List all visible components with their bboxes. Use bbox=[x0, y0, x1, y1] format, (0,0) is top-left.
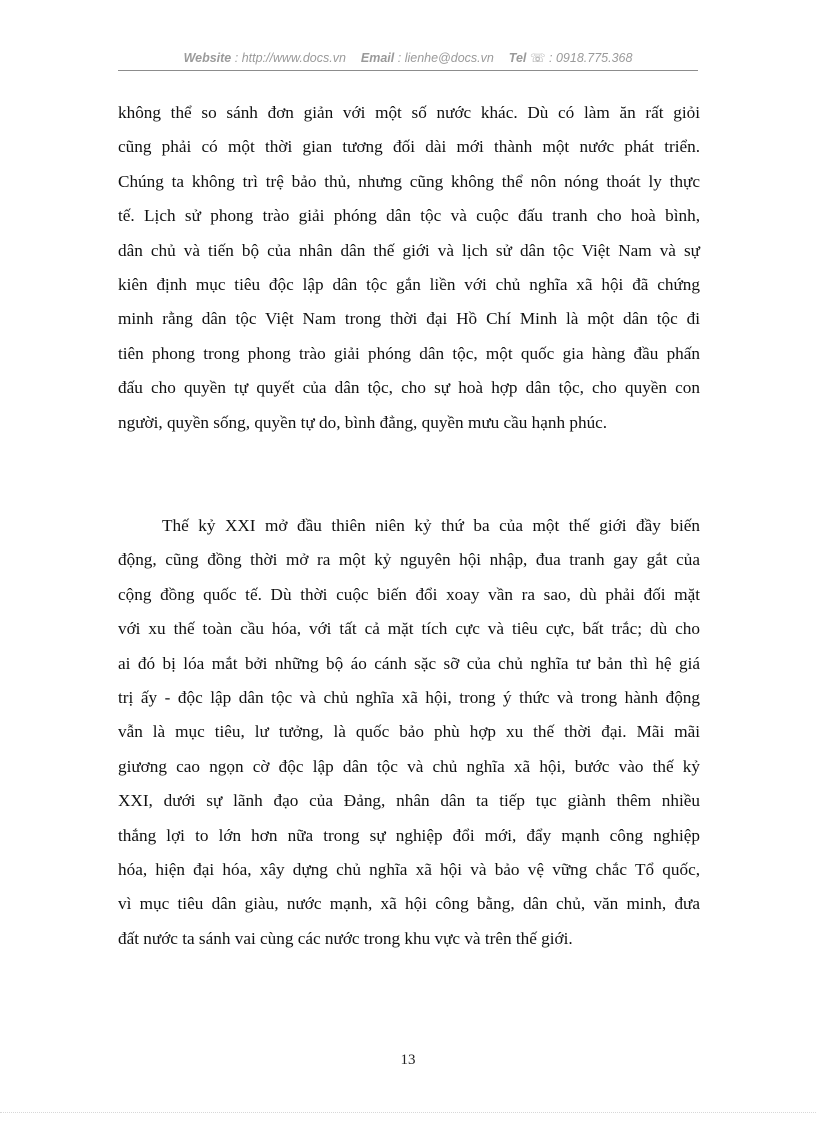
text-line: thắng lợi to lớn hơn nữa trong sự nghiệp đổi mới, đẩy mạnh công nghiệp bbox=[118, 825, 700, 845]
text-line: Chúng ta không trì trệ bảo thủ, nhưng cũng không thể nôn nóng thoát ly thực bbox=[118, 171, 700, 191]
text-line: tế. Lịch sử phong trào giải phóng dân tộc và cuộc đấu tranh cho hoà bình, bbox=[118, 206, 700, 226]
footer-divider bbox=[0, 1112, 816, 1113]
text-line: với xu thế toàn cầu hóa, với tất cả mặt tích cực và tiêu cực, bất trắc; dù cho bbox=[118, 619, 700, 639]
email-label: Email bbox=[360, 51, 395, 65]
website-separator: : bbox=[234, 51, 242, 65]
text-line: Thế kỷ XXI mở đầu thiên niên kỷ thứ ba của một thế giới đầy biến bbox=[162, 516, 700, 535]
header-divider bbox=[118, 70, 698, 71]
text-line: kiên định mục tiêu độc lập dân tộc gắn liền với chủ nghĩa xã hội đã chứng bbox=[118, 275, 700, 295]
website-label: Website bbox=[183, 51, 232, 65]
website-value[interactable]: http://www.docs.vn bbox=[241, 51, 346, 65]
text-line: XXI, dưới sự lãnh đạo của Đảng, nhân dân ta tiếp tục giành thêm nhiều bbox=[118, 791, 700, 811]
text-line: hóa, hiện đại hóa, xây dựng chủ nghĩa xã hội và bảo vệ vững chắc Tổ quốc, bbox=[118, 860, 700, 880]
text-line: cộng đồng quốc tế. Dù thời cuộc biến đổi xoay vần ra sao, dù phải đối mặt bbox=[118, 584, 700, 604]
tel-separator: : bbox=[549, 51, 556, 65]
page-header bbox=[118, 50, 698, 65]
phone-icon: ☏ bbox=[529, 51, 546, 65]
paragraph-2 bbox=[118, 509, 700, 956]
text-line: minh rằng dân tộc Việt Nam trong thời đại Hồ Chí Minh là một dân tộc đi bbox=[118, 309, 700, 329]
text-line: tiên phong trong phong trào giải phóng dân tộc, một quốc gia hàng đầu phấn bbox=[118, 343, 700, 363]
text-line: không thể so sánh đơn giản với một số nước khác. Dù có làm ăn rất giỏi bbox=[118, 103, 700, 122]
paragraph-1 bbox=[118, 96, 700, 440]
email-value[interactable]: lienhe@docs.vn bbox=[404, 51, 494, 65]
text-line: vẫn là mục tiêu, lư tưởng, là quốc bảo phù hợp xu thế thời đại. Mãi mãi bbox=[118, 722, 700, 742]
email-separator: : bbox=[397, 51, 405, 65]
text-line: động, cũng đồng thời mở ra một kỷ nguyên hội nhập, đua tranh gay gắt của bbox=[118, 550, 700, 570]
text-line: giương cao ngọn cờ độc lập dân tộc và chủ nghĩa xã hội, bước vào thế kỷ bbox=[118, 756, 700, 776]
page-number: 13 bbox=[400, 1052, 416, 1068]
text-line: ai đó bị lóa mắt bởi những bộ áo cánh sặc sỡ của chủ nghĩa tư bản thì hệ giá bbox=[118, 653, 700, 673]
text-line: cũng phải có một thời gian tương đối dài mới thành một nước phát triển. bbox=[118, 137, 700, 157]
text-line: người, quyền sống, quyền tự do, bình đẳng, quyền mưu cầu hạnh phúc. bbox=[118, 412, 608, 432]
tel-label: Tel bbox=[508, 51, 527, 65]
text-line: trị ấy - độc lập dân tộc và chủ nghĩa xã hội, trong ý thức và trong hành động bbox=[118, 688, 700, 708]
text-line: vì mục tiêu dân giàu, nước mạnh, xã hội công bằng, dân chủ, văn minh, đưa bbox=[118, 894, 700, 914]
text-line: dân chủ và tiến bộ của nhân dân thế giới và lịch sử dân tộc Việt Nam và sự bbox=[118, 240, 700, 260]
text-line: đấu cho quyền tự quyết của dân tộc, cho sự hoà hợp dân tộc, cho quyền con bbox=[118, 378, 700, 398]
text-line: đất nước ta sánh vai cùng các nước trong khu vực và trên thế giới. bbox=[118, 928, 573, 948]
tel-value: 0918.775.368 bbox=[555, 51, 633, 65]
